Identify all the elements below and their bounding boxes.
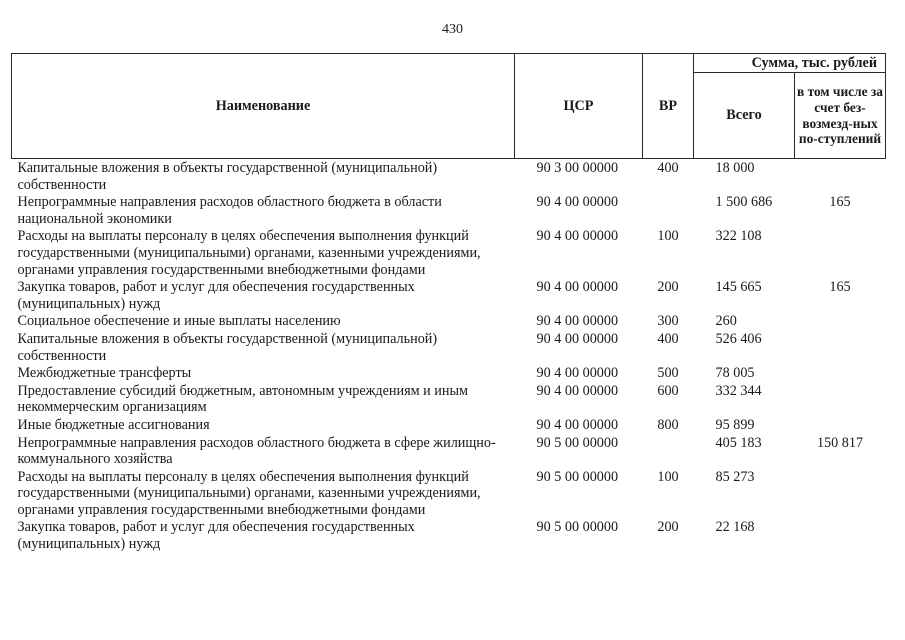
header-total: Всего <box>694 73 795 159</box>
table-row <box>12 382 886 416</box>
row-vr <box>643 434 694 468</box>
row-total: 526 406 <box>715 330 762 347</box>
table-row <box>12 468 886 519</box>
table-row <box>12 518 886 552</box>
row-total: 18 000 <box>715 160 755 176</box>
row-free-receipts <box>795 416 886 434</box>
row-name: Межбюджетные трансферты <box>17 365 192 382</box>
row-total: 22 168 <box>715 519 755 536</box>
row-vr: 400 <box>657 330 679 347</box>
row-free-receipts: 165 <box>829 279 851 296</box>
row-csr: 90 4 00 00000 <box>536 365 619 382</box>
row-free-receipts <box>795 330 886 364</box>
row-vr: 600 <box>657 382 679 399</box>
row-vr <box>643 193 694 227</box>
row-name: Капитальные вложения в объекты государственной (муниципальной) собственности <box>17 330 438 364</box>
budget-table <box>11 53 886 553</box>
table-row <box>12 278 886 312</box>
row-total: 145 665 <box>715 279 762 296</box>
row-vr: 100 <box>657 468 679 485</box>
table-row <box>12 416 886 434</box>
table-row <box>12 312 886 330</box>
row-name: Расходы на выплаты персоналу в целях обеспечения выполнения функций государственными (муниципальными) органами, казенными учреждениями, органами управления государственными внебюджетными фондами <box>17 228 481 278</box>
header-name: Наименование <box>12 54 515 159</box>
row-total: 95 899 <box>715 416 755 433</box>
row-csr: 90 3 00 00000 <box>536 160 619 176</box>
row-vr: 500 <box>657 365 679 382</box>
row-name: Капитальные вложения в объекты государственной (муниципальной) собственности <box>17 160 438 193</box>
table-row <box>12 330 886 364</box>
row-free-receipts <box>795 312 886 330</box>
row-csr: 90 4 00 00000 <box>536 382 619 399</box>
row-name: Непрограммные направления расходов областного бюджета в сфере жилищно-коммунального хозяйства <box>17 434 496 468</box>
table-row <box>12 364 886 382</box>
row-name: Закупка товаров, работ и услуг для обеспечения государственных (муниципальных) нужд <box>17 279 415 312</box>
table-row <box>12 227 886 278</box>
table-header <box>12 54 886 159</box>
header-csr: ЦСР <box>515 54 643 159</box>
row-vr: 400 <box>657 160 679 176</box>
page-number: 430 <box>442 22 463 37</box>
row-total: 322 108 <box>715 228 762 245</box>
row-free-receipts <box>795 227 886 278</box>
row-name: Иные бюджетные ассигнования <box>17 416 210 433</box>
row-free-receipts: 150 817 <box>816 434 864 451</box>
row-total: 85 273 <box>715 468 755 485</box>
row-free-receipts <box>795 382 886 416</box>
row-csr: 90 4 00 00000 <box>536 279 619 296</box>
row-total: 1 500 686 <box>715 194 773 211</box>
row-vr: 800 <box>657 416 679 433</box>
row-vr: 200 <box>657 279 679 296</box>
table-row <box>12 193 886 227</box>
row-name: Расходы на выплаты персоналу в целях обеспечения выполнения функций государственными (муниципальными) органами, казенными учреждениями, органами управления государственными внебюджетными фондами <box>17 468 481 518</box>
row-free-receipts <box>795 159 886 194</box>
row-total: 405 183 <box>715 434 762 451</box>
row-csr: 90 4 00 00000 <box>536 330 619 347</box>
row-total: 260 <box>715 313 737 330</box>
row-vr: 100 <box>657 228 679 245</box>
row-csr: 90 5 00 00000 <box>536 468 619 485</box>
row-name: Закупка товаров, работ и услуг для обеспечения государственных (муниципальных) нужд <box>17 519 415 553</box>
row-csr: 90 4 00 00000 <box>536 313 619 330</box>
header-vr: ВР <box>643 54 694 159</box>
row-free-receipts <box>795 364 886 382</box>
table-row <box>12 434 886 468</box>
table-row <box>12 159 886 194</box>
row-name: Социальное обеспечение и иные выплаты населению <box>17 313 341 330</box>
row-name: Непрограммные направления расходов областного бюджета в области национальной экономики <box>17 194 442 227</box>
row-vr: 200 <box>657 519 679 536</box>
row-csr: 90 4 00 00000 <box>536 194 619 211</box>
row-free-receipts <box>795 468 886 519</box>
row-total: 332 344 <box>715 382 762 399</box>
row-total: 78 005 <box>715 365 755 382</box>
row-name: Предоставление субсидий бюджетным, автономным учреждениям и иным некоммерческим организациям <box>17 382 468 416</box>
row-free-receipts: 165 <box>829 194 851 211</box>
row-csr: 90 5 00 00000 <box>536 519 619 536</box>
row-vr: 300 <box>657 313 679 330</box>
row-csr: 90 4 00 00000 <box>536 416 619 433</box>
table-body <box>12 159 886 553</box>
row-csr: 90 4 00 00000 <box>536 228 619 245</box>
header-free-receipts: в том числе за счет без-возмезд-ных по-ступлений <box>795 73 886 159</box>
row-csr: 90 5 00 00000 <box>536 434 619 451</box>
row-free-receipts <box>795 518 886 552</box>
header-sum-group: Сумма, тыс. рублей <box>694 54 886 73</box>
